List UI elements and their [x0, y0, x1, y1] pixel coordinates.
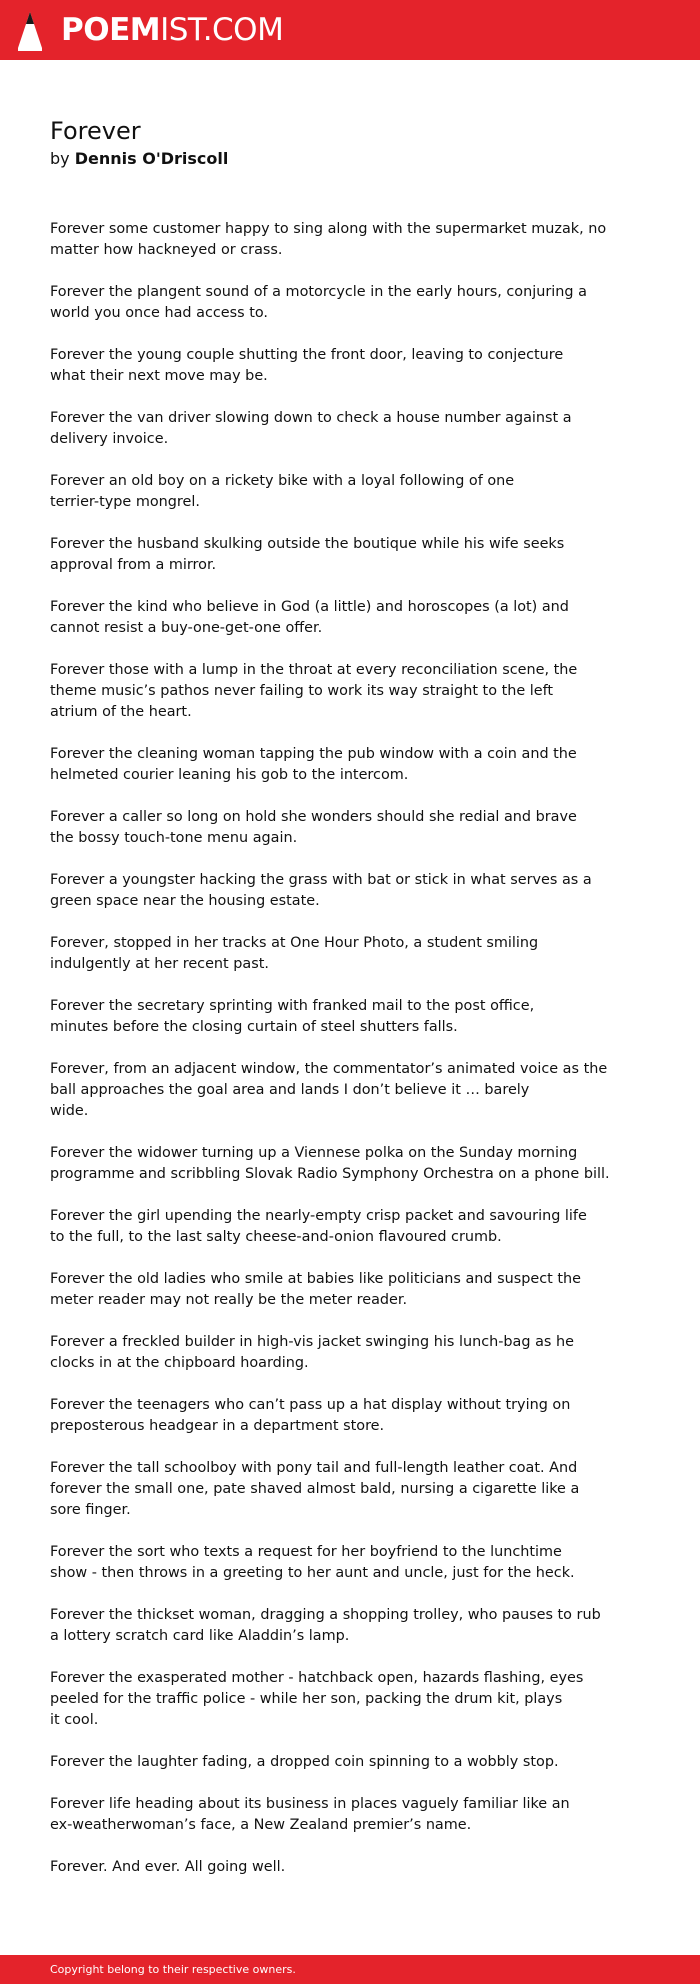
poem-line: Forever the old ladies who smile at babies like politicians and suspect the — [50, 1271, 581, 1287]
poem-byline — [50, 148, 228, 170]
poem-line: Forever the thickset woman, dragging a shopping trolley, who pauses to rub — [50, 1607, 601, 1623]
poem-line: clocks in at the chipboard hoarding. — [50, 1355, 309, 1371]
poem-line: Forever a caller so long on hold she wonders should she redial and brave — [50, 809, 577, 825]
poem-line: what their next move may be. — [50, 368, 268, 384]
poem-stanza — [50, 1395, 610, 1437]
poem-body — [50, 219, 610, 1899]
poem-line: Forever life heading about its business in places vaguely familiar like an — [50, 1796, 570, 1812]
poem-stanza — [50, 408, 610, 450]
poem-stanza — [50, 933, 610, 975]
poem-line: theme music’s pathos never failing to work its way straight to the left — [50, 683, 554, 699]
poem-line: a lottery scratch card like Aladdin’s lamp. — [50, 1628, 350, 1644]
poem-line: Forever the van driver slowing down to check a house number against a — [50, 410, 572, 426]
poem-line: the bossy touch-tone menu again. — [50, 830, 298, 846]
poem-line: Forever an old boy on a rickety bike with a loyal following of one — [50, 473, 515, 489]
poem-stanza — [50, 534, 610, 576]
poem-line: Forever, from an adjacent window, the commentator’s animated voice as the — [50, 1061, 608, 1077]
poem-line: approval from a mirror. — [50, 557, 217, 573]
poem-line: Forever, stopped in her tracks at One Hour Photo, a student smiling — [50, 935, 539, 951]
poem-line: Forever. And ever. All going well. — [50, 1859, 286, 1875]
poem-line: peeled for the traffic police - while her son, packing the drum kit, plays — [50, 1691, 563, 1707]
logo-bold-text: POEM — [61, 12, 161, 48]
poem-line: cannot resist a buy-one-get-one offer. — [50, 620, 323, 636]
poem-stanza — [50, 1143, 610, 1185]
poem-line: Forever the widower turning up a Viennese polka on the Sunday morning — [50, 1145, 578, 1161]
poem-title: Forever — [50, 117, 141, 145]
poem-line: ball approaches the goal area and lands I don’t believe it … barely — [50, 1082, 530, 1098]
poem-line: to the full, to the last salty cheese-and-onion flavoured crumb. — [50, 1229, 502, 1245]
poem-line: wide. — [50, 1103, 89, 1119]
poem-line: green space near the housing estate. — [50, 893, 320, 909]
poem-stanza — [50, 471, 610, 513]
poem-stanza — [50, 744, 610, 786]
poem-stanza — [50, 1752, 610, 1773]
poem-line: Forever some customer happy to sing along with the supermarket muzak, no — [50, 221, 607, 237]
poem-line: Forever the girl upending the nearly-empty crisp packet and savouring life — [50, 1208, 587, 1224]
poem-stanza — [50, 1332, 610, 1374]
poem-stanza — [50, 807, 610, 849]
site-logo[interactable] — [61, 11, 283, 49]
poem-line: Forever the laughter fading, a dropped coin spinning to a wobbly stop. — [50, 1754, 559, 1770]
poem-stanza — [50, 219, 610, 261]
poem-line: world you once had access to. — [50, 305, 268, 321]
poem-line: Forever the teenagers who can’t pass up a hat display without trying on — [50, 1397, 571, 1413]
poem-line: minutes before the closing curtain of steel shutters falls. — [50, 1019, 458, 1035]
poem-line: matter how hackneyed or crass. — [50, 242, 283, 258]
poem-stanza — [50, 1059, 610, 1122]
poem-line: Forever the husband skulking outside the boutique while his wife seeks — [50, 536, 565, 552]
poem-line: programme and scribbling Slovak Radio Symphony Orchestra on a phone bill. — [50, 1166, 610, 1182]
poem-line: delivery invoice. — [50, 431, 169, 447]
poem-stanza — [50, 870, 610, 912]
poem-stanza — [50, 597, 610, 639]
poem-stanza — [50, 1605, 610, 1647]
poem-line: Forever the cleaning woman tapping the pub window with a coin and the — [50, 746, 577, 762]
pencil-logo-icon[interactable] — [17, 11, 43, 51]
poem-stanza — [50, 345, 610, 387]
poem-line: Forever the young couple shutting the front door, leaving to conjecture — [50, 347, 564, 363]
poem-line: Forever the exasperated mother - hatchback open, hazards flashing, eyes — [50, 1670, 584, 1686]
poem-line: meter reader may not really be the meter reader. — [50, 1292, 408, 1308]
poem-line: helmeted courier leaning his gob to the intercom. — [50, 767, 409, 783]
poem-line: terrier-type mongrel. — [50, 494, 200, 510]
author-name[interactable]: Dennis O'Driscoll — [74, 149, 229, 168]
poem-line: forever the small one, pate shaved almost bald, nursing a cigarette like a — [50, 1481, 580, 1497]
poem-stanza — [50, 282, 610, 324]
poem-line: Forever those with a lump in the throat at every reconciliation scene, the — [50, 662, 578, 678]
poem-line: show - then throws in a greeting to her aunt and uncle, just for the heck. — [50, 1565, 575, 1581]
poem-line: atrium of the heart. — [50, 704, 192, 720]
poem-line: Forever the secretary sprinting with franked mail to the post office, — [50, 998, 535, 1014]
poem-line: indulgently at her recent past. — [50, 956, 269, 972]
poem-line: ex-weatherwoman’s face, a New Zealand premier’s name. — [50, 1817, 472, 1833]
poem-stanza — [50, 1206, 610, 1248]
poem-stanza — [50, 1668, 610, 1731]
poem-stanza — [50, 1794, 610, 1836]
poem-stanza — [50, 996, 610, 1038]
site-header — [0, 0, 700, 60]
poem-line: Forever the sort who texts a request for her boyfriend to the lunchtime — [50, 1544, 562, 1560]
copyright-text: Copyright belong to their respective owners. — [50, 1963, 296, 1976]
poem-stanza — [50, 660, 610, 723]
poem-stanza — [50, 1857, 610, 1878]
poem-line: Forever a youngster hacking the grass with bat or stick in what serves as a — [50, 872, 592, 888]
site-footer — [0, 1955, 700, 1984]
poem-line: sore finger. — [50, 1502, 131, 1518]
by-label: by — [50, 149, 70, 168]
poem-line: preposterous headgear in a department store. — [50, 1418, 385, 1434]
poem-stanza — [50, 1269, 610, 1311]
poem-line: Forever the tall schoolboy with pony tail and full-length leather coat. And — [50, 1460, 578, 1476]
poem-line: it cool. — [50, 1712, 99, 1728]
poem-stanza — [50, 1458, 610, 1521]
logo-light-text: IST.COM — [160, 12, 284, 48]
poem-line: Forever the kind who believe in God (a little) and horoscopes (a lot) and — [50, 599, 569, 615]
poem-line: Forever the plangent sound of a motorcycle in the early hours, conjuring a — [50, 284, 587, 300]
poem-stanza — [50, 1542, 610, 1584]
poem-line: Forever a freckled builder in high-vis jacket swinging his lunch-bag as he — [50, 1334, 574, 1350]
